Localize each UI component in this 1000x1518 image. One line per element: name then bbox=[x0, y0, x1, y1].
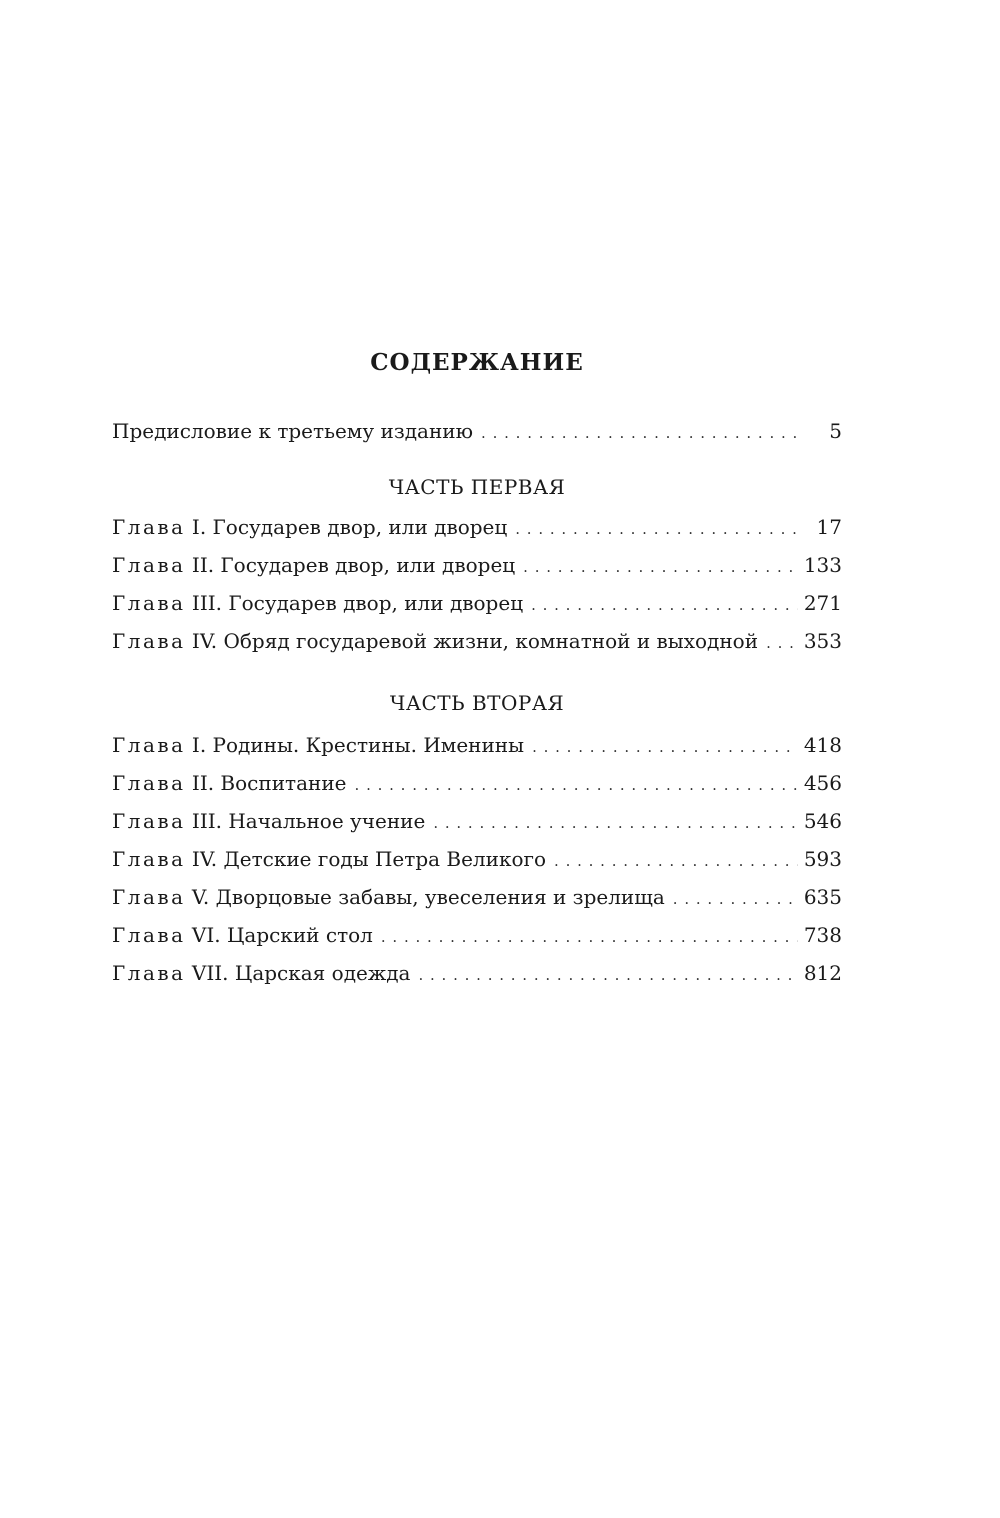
chapter-title: V. Дворцовые забавы, увеселения и зрелища bbox=[185, 885, 665, 909]
dot-leader bbox=[523, 546, 798, 586]
dot-leader bbox=[481, 412, 800, 452]
chapter-word: Глава bbox=[112, 847, 186, 871]
toc-entry-label bbox=[112, 622, 758, 660]
toc-entry-label: Предисловие к третьему изданию bbox=[112, 419, 474, 443]
dot-leader bbox=[532, 726, 798, 766]
chapter-title: III. Начальное учение bbox=[185, 809, 426, 833]
toc-entry-label bbox=[112, 802, 425, 840]
toc-entry[interactable] bbox=[112, 954, 842, 992]
chapter-word: Глава bbox=[112, 771, 186, 795]
toc-entry-page: 546 bbox=[803, 809, 842, 833]
chapter-title: II. Государев двор, или дворец bbox=[185, 553, 516, 577]
toc-entry-page: 353 bbox=[803, 629, 842, 653]
toc-entry[interactable] bbox=[112, 546, 842, 584]
dot-leader bbox=[673, 878, 798, 918]
table-of-contents bbox=[112, 344, 842, 992]
toc-entry[interactable] bbox=[112, 584, 842, 622]
chapter-title: I. Родины. Крестины. Именины bbox=[185, 733, 525, 757]
toc-title: СОДЕРЖАНИЕ bbox=[370, 349, 584, 376]
toc-entry[interactable] bbox=[112, 508, 842, 546]
toc-entry-preface[interactable] bbox=[112, 412, 842, 450]
toc-entry-label bbox=[112, 916, 373, 954]
toc-entry[interactable] bbox=[112, 878, 842, 916]
toc-entry-page: 418 bbox=[803, 733, 842, 757]
toc-entry-page: 456 bbox=[803, 771, 842, 795]
dot-leader bbox=[531, 584, 798, 624]
toc-entry-label bbox=[112, 546, 515, 584]
toc-entry[interactable] bbox=[112, 764, 842, 802]
chapter-title: IV. Детские годы Петра Великого bbox=[185, 847, 547, 871]
toc-entry[interactable] bbox=[112, 802, 842, 840]
chapter-title: VII. Царская одежда bbox=[185, 961, 411, 985]
dot-leader bbox=[554, 840, 798, 880]
toc-entry-label bbox=[112, 840, 546, 878]
toc-entry-page: 635 bbox=[803, 885, 842, 909]
chapter-title: VI. Царский стол bbox=[185, 923, 373, 947]
chapter-word: Глава bbox=[112, 961, 186, 985]
toc-entry-page: 5 bbox=[829, 419, 842, 443]
toc-entry-page: 812 bbox=[803, 961, 842, 985]
toc-entry[interactable] bbox=[112, 726, 842, 764]
dot-leader bbox=[766, 622, 798, 662]
toc-entry[interactable] bbox=[112, 916, 842, 954]
toc-entry-page: 17 bbox=[816, 515, 842, 539]
toc-entry-page: 593 bbox=[803, 847, 842, 871]
chapter-word: Глава bbox=[112, 885, 186, 909]
toc-entry-label bbox=[112, 584, 523, 622]
chapter-word: Глава bbox=[112, 515, 186, 539]
chapter-title: I. Государев двор, или дворец bbox=[185, 515, 508, 539]
chapter-word: Глава bbox=[112, 629, 186, 653]
toc-entry[interactable] bbox=[112, 840, 842, 878]
dot-leader bbox=[418, 954, 797, 994]
dot-leader bbox=[515, 508, 800, 548]
toc-entry-page: 271 bbox=[803, 591, 842, 615]
toc-entry-label bbox=[112, 878, 665, 916]
toc-entry[interactable] bbox=[112, 622, 842, 660]
toc-entry-label bbox=[112, 726, 524, 764]
dot-leader bbox=[433, 802, 797, 842]
chapter-title: II. Воспитание bbox=[185, 771, 347, 795]
chapter-title: III. Государев двор, или дворец bbox=[185, 591, 524, 615]
toc-entry-label bbox=[112, 954, 410, 992]
chapter-word: Глава bbox=[112, 809, 186, 833]
part-heading-one: ЧАСТЬ ПЕРВАЯ bbox=[388, 475, 566, 499]
dot-leader bbox=[355, 764, 798, 804]
chapter-word: Глава bbox=[112, 591, 186, 615]
dot-leader bbox=[381, 916, 798, 956]
toc-entry-page: 133 bbox=[803, 553, 842, 577]
toc-entry-label bbox=[112, 508, 507, 546]
chapter-word: Глава bbox=[112, 733, 186, 757]
chapter-word: Глава bbox=[112, 553, 186, 577]
chapter-title: IV. Обряд государевой жизни, комнатной и выходной bbox=[185, 629, 759, 653]
toc-entry-page: 738 bbox=[803, 923, 842, 947]
toc-entry-label bbox=[112, 764, 347, 802]
chapter-word: Глава bbox=[112, 923, 186, 947]
part-heading-two: ЧАСТЬ ВТОРАЯ bbox=[389, 691, 565, 715]
